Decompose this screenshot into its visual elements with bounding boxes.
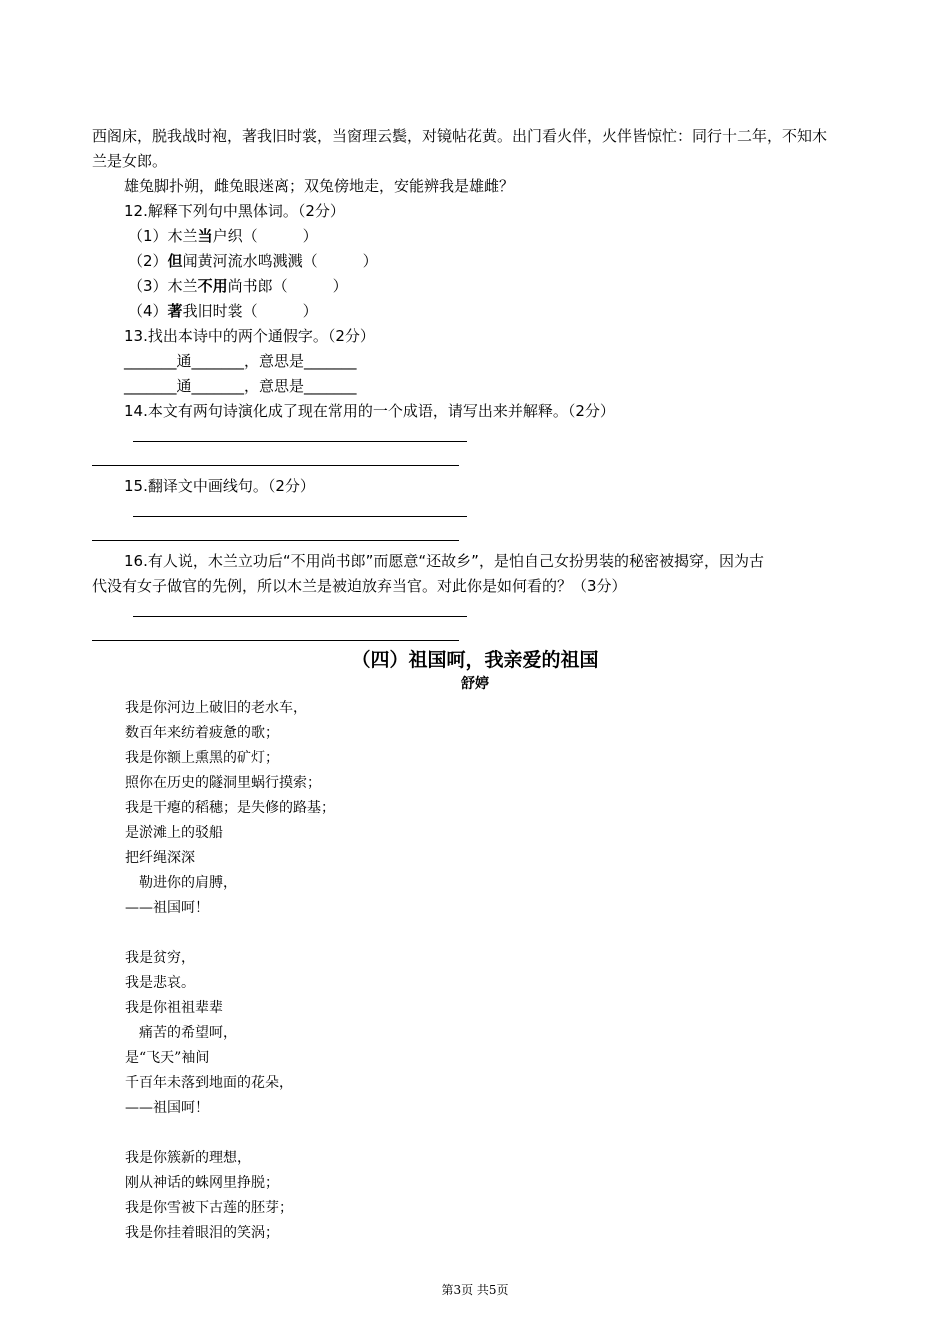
answer-line[interactable] bbox=[92, 640, 459, 641]
poem-line: 把纤绳深深 bbox=[125, 850, 195, 866]
question-12-item bbox=[128, 226, 318, 246]
question-12-stem: 12.解释下列句中黑体词。（2分） bbox=[124, 202, 345, 220]
question-14-stem: 14.本文有两句诗演化成了现在常用的一个成语，请写出来并解释。（2分） bbox=[124, 402, 615, 420]
bold-word: 当 bbox=[197, 227, 213, 245]
item-text: 我旧时裳（ ） bbox=[182, 302, 318, 320]
poem-line: 是“飞天”袖间 bbox=[125, 1050, 210, 1066]
poem-line: 我是你河边上破旧的老水车， bbox=[125, 700, 307, 716]
item-text: 户织（ ） bbox=[212, 227, 318, 245]
question-15-stem: 15.翻译文中画线句。（2分） bbox=[124, 477, 315, 495]
answer-line[interactable] bbox=[92, 465, 459, 466]
poem-line: 我是你祖祖辈辈 bbox=[125, 1000, 223, 1016]
question-13-stem: 13.找出本诗中的两个通假字。（2分） bbox=[124, 327, 375, 345]
poem-line: 我是干瘪的稻穗；是失修的路基； bbox=[125, 800, 335, 816]
passage-line: 西阁床，脱我战时袍，著我旧时裳，当窗理云鬓，对镜帖花黄。出门看火伴，火伴皆惊忙：同行十二年，不知木 bbox=[92, 127, 828, 145]
answer-line[interactable] bbox=[92, 540, 459, 541]
section-title: （四）祖国呵，我亲爱的祖国 bbox=[351, 649, 599, 671]
question-12-item bbox=[128, 301, 318, 321]
answer-blank-line[interactable]: _______通_______，意思是_______ bbox=[124, 377, 357, 395]
poem-line: 我是你额上熏黑的矿灯； bbox=[125, 750, 279, 766]
poem-line: 勒进你的肩膊， bbox=[125, 875, 237, 891]
poem-author: 舒婷 bbox=[461, 676, 489, 692]
poem-line: 照你在历史的隧洞里蜗行摸索； bbox=[125, 775, 321, 791]
passage-line: 雄兔脚扑朔，雌兔眼迷离；双兔傍地走，安能辨我是雄雌？ bbox=[124, 177, 515, 195]
page-number: 第3页 共5页 bbox=[441, 1283, 509, 1297]
item-text: 木兰 bbox=[167, 227, 198, 245]
poem-line: 刚从神话的蛛网里挣脱； bbox=[125, 1175, 279, 1191]
item-text: 木兰 bbox=[167, 277, 198, 295]
bold-word: 不用 bbox=[197, 277, 228, 295]
answer-line[interactable] bbox=[133, 516, 467, 517]
poem-line: 我是悲哀。 bbox=[125, 975, 195, 991]
poem-line: 数百年来纺着疲惫的歌； bbox=[125, 725, 279, 741]
question-12-item bbox=[128, 276, 348, 296]
bold-word: 著 bbox=[167, 302, 183, 320]
item-number: （4） bbox=[128, 302, 168, 320]
poem-line: ——祖国呵！ bbox=[125, 1100, 209, 1116]
answer-blank-line[interactable]: _______通_______，意思是_______ bbox=[124, 352, 357, 370]
item-number: （3） bbox=[128, 277, 168, 295]
answer-line[interactable] bbox=[133, 616, 467, 617]
poem-line: 我是你雪被下古莲的胚芽； bbox=[125, 1200, 293, 1216]
poem-line: 我是你簇新的理想， bbox=[125, 1150, 251, 1166]
answer-line[interactable] bbox=[133, 441, 467, 442]
poem-line: 我是你挂着眼泪的笑涡； bbox=[125, 1225, 279, 1241]
poem-line: 我是贫穷， bbox=[125, 950, 195, 966]
poem-line: 痛苦的希望呵， bbox=[125, 1025, 237, 1041]
bold-word: 但 bbox=[167, 252, 183, 270]
item-text: 闻黄河流水鸣溅溅（ ） bbox=[182, 252, 378, 270]
question-12-item bbox=[128, 251, 378, 271]
poem-line: 是淤滩上的驳船 bbox=[125, 825, 223, 841]
item-text: 尚书郎（ ） bbox=[227, 277, 348, 295]
question-16-stem: 代没有女子做官的先例，所以木兰是被迫放弃当官。对此你是如何看的？（3分） bbox=[92, 577, 627, 595]
passage-line: 兰是女郎。 bbox=[92, 152, 168, 170]
poem-line: 千百年未落到地面的花朵， bbox=[125, 1075, 293, 1091]
item-number: （2） bbox=[128, 252, 168, 270]
item-number: （1） bbox=[128, 227, 168, 245]
poem-line: ——祖国呵！ bbox=[125, 900, 209, 916]
question-16-stem: 16.有人说，木兰立功后“不用尚书郎”而愿意“还故乡”，是怕自己女扮男装的秘密被揭穿，因为古 bbox=[124, 552, 764, 570]
